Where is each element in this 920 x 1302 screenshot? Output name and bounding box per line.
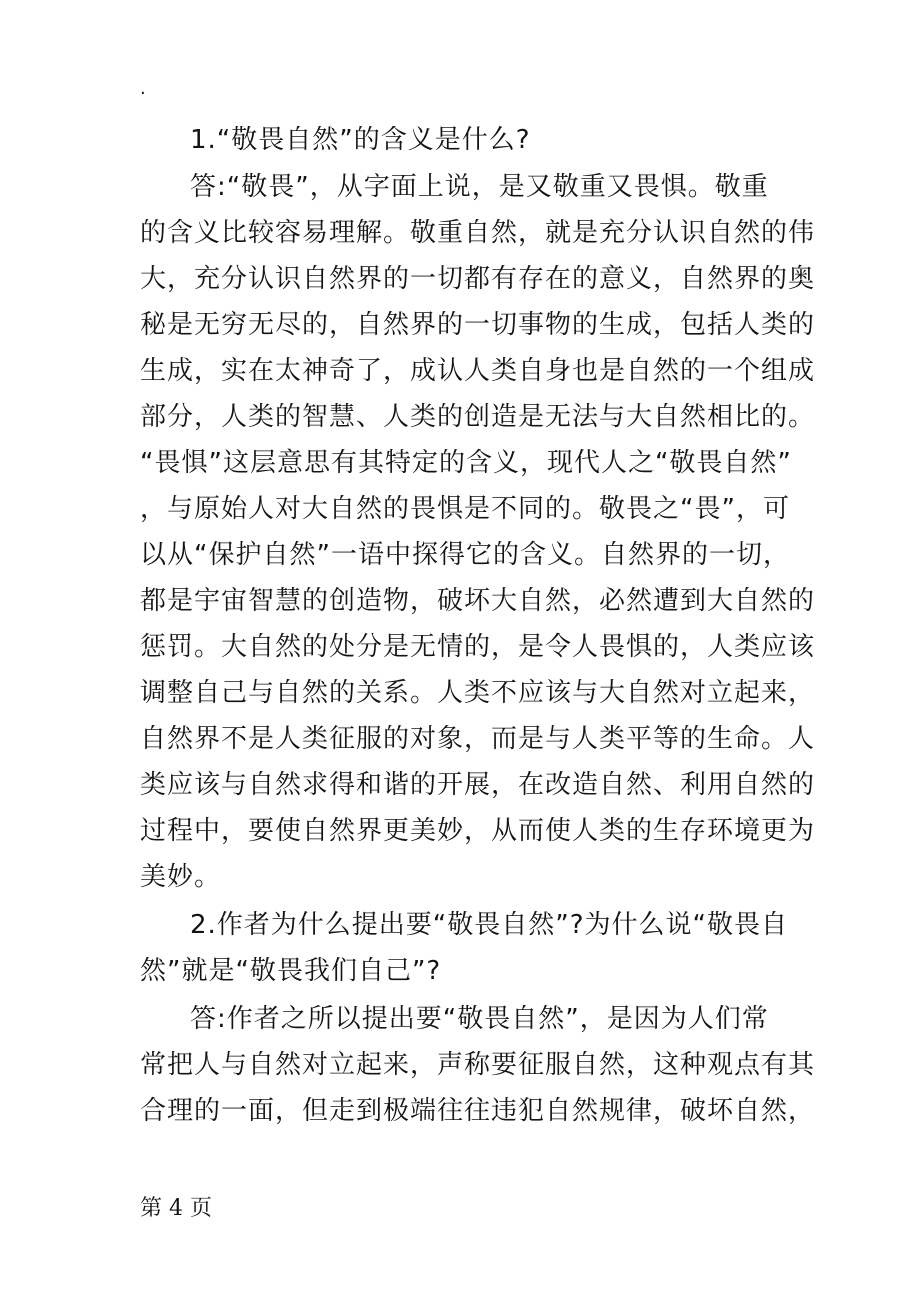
answer-1-line: ，与原始人对大自然的畏惧是不同的。敬畏之“畏”，可 (140, 494, 790, 524)
answer-1-line: 自然界不是人类征服的对象，而是与人类平等的生命。人 (140, 724, 816, 754)
answer-1-line: 答:“敬畏”，从字面上说，是又敬重又畏惧。敬重 (190, 172, 769, 202)
question-2-line: 2.作者为什么提出要“敬畏自然”?为什么说“敬畏自 (190, 910, 789, 940)
answer-1-line: 过程中，要使自然界更美妙，从而使人类的生存环境更为 (140, 816, 816, 846)
answer-1-line: 美妙。 (140, 862, 222, 892)
header-dot: . (140, 78, 146, 99)
question-2-line: 然”就是“敬畏我们自己”? (140, 956, 442, 986)
page-number: 第 4 页 (140, 1196, 212, 1221)
answer-1-line: 的含义比较容易理解。敬重自然，就是充分认识自然的伟 (140, 218, 816, 248)
answer-1-line: 秘是无穷无尽的，自然界的一切事物的生成，包括人类的 (140, 310, 816, 340)
answer-1-line: 大，充分认识自然界的一切都有存在的意义，自然界的奥 (140, 264, 816, 294)
answer-1-line: 惩罚。大自然的处分是无情的，是令人畏惧的，人类应该 (140, 632, 816, 662)
answer-2-line: 常把人与自然对立起来，声称要征服自然，这种观点有其 (140, 1050, 816, 1080)
answer-2-line: 答:作者之所以提出要“敬畏自然”，是因为人们常 (190, 1004, 769, 1034)
answer-1-line: 类应该与自然求得和谐的开展，在改造自然、利用自然的 (140, 770, 816, 800)
answer-1-line: 都是宇宙智慧的创造物，破坏大自然，必然遭到大自然的 (140, 586, 816, 616)
answer-1-line: 以从“保护自然”一语中探得它的含义。自然界的一切， (140, 540, 790, 570)
question-1-line: 1.“敬畏自然”的含义是什么? (190, 125, 531, 155)
answer-1-line: 生成，实在太神奇了，成认人类自身也是自然的一个组成 (140, 356, 816, 386)
answer-1-line: 调整自己与自然的关系。人类不应该与大自然对立起来， (140, 678, 816, 708)
answer-2-line: 合理的一面，但走到极端往往违犯自然规律，破坏自然， (140, 1096, 816, 1126)
answer-1-line: 部分，人类的智慧、人类的创造是无法与大自然相比的。 (140, 402, 816, 432)
answer-1-line: “畏惧”这层意思有其特定的含义，现代人之“敬畏自然” (140, 448, 792, 478)
